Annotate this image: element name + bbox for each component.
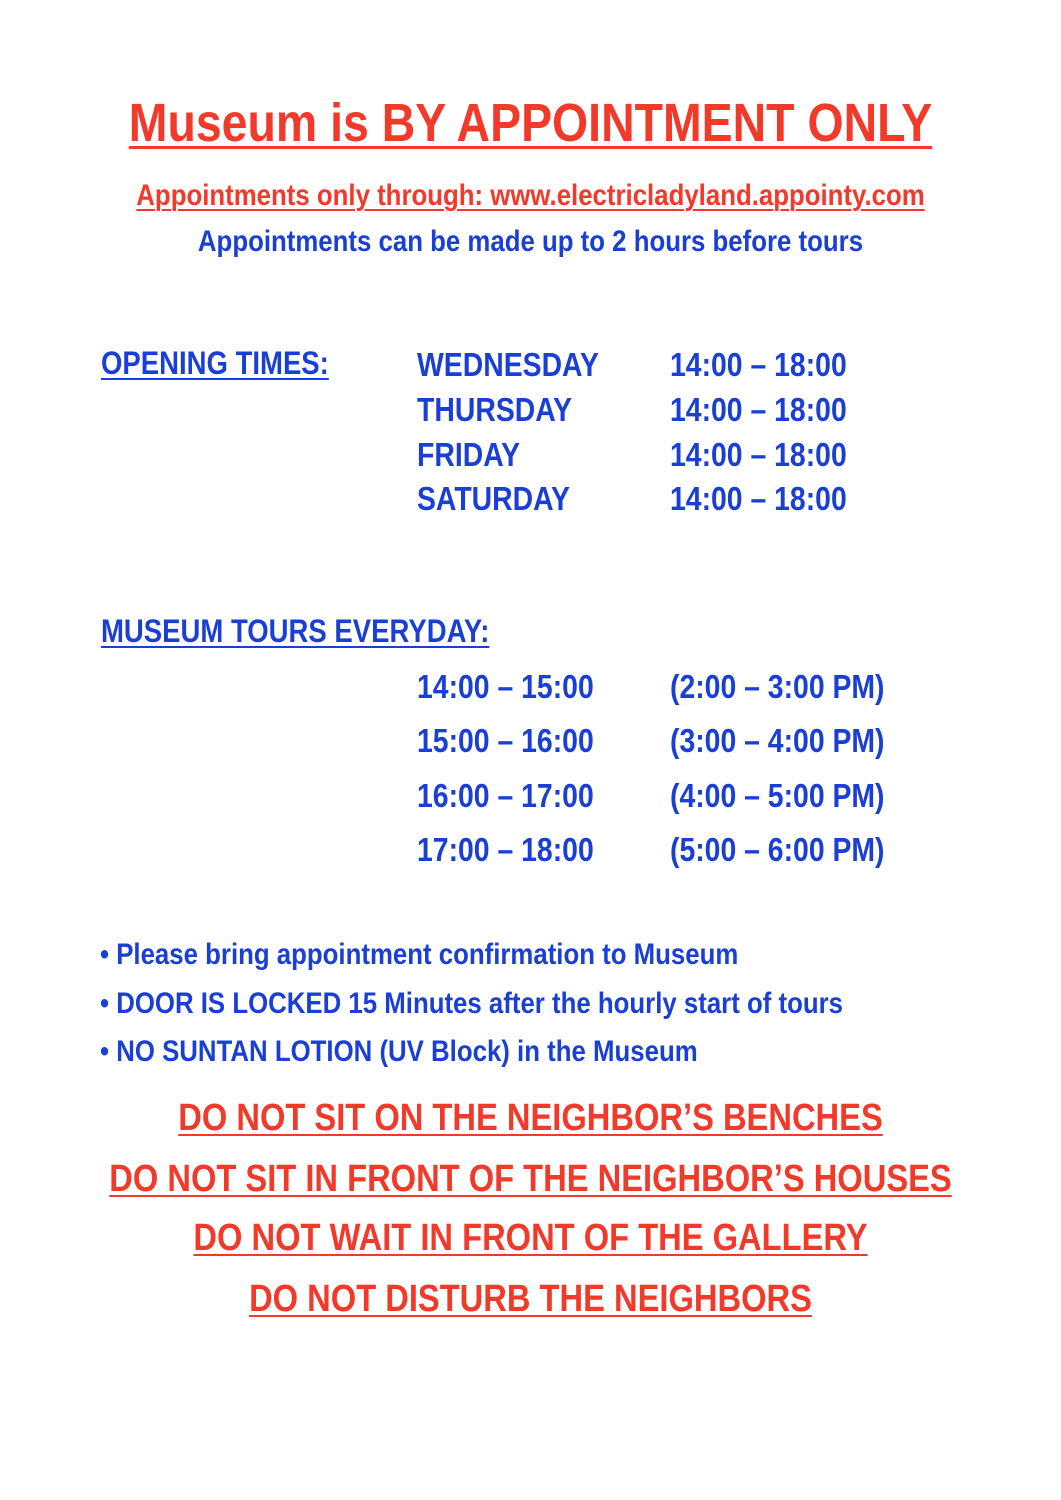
appointments-note-text: Appointments can be made up to 2 hours before tours [197, 225, 864, 258]
note-text: • DOOR IS LOCKED 15 Minutes after the hourly start of tours [100, 987, 843, 1020]
opening-hours-label: 14:00 – 18:00 [670, 391, 847, 428]
page-title [0, 92, 1061, 154]
tour-time-24h: 17:00 – 18:00 [417, 831, 594, 868]
opening-day-friday [417, 436, 537, 474]
tour-time-24h: 15:00 – 16:00 [417, 722, 594, 759]
tour-slot-12h [670, 668, 919, 706]
tour-slot-24h [417, 722, 623, 760]
opening-hours-saturday [670, 480, 876, 518]
opening-day-label: FRIDAY [417, 436, 521, 473]
warning-text: DO NOT SIT IN FRONT OF THE NEIGHBOR’S HOUSES [109, 1158, 952, 1200]
opening-hours-label: 14:00 – 18:00 [670, 480, 847, 517]
tour-time-12h: (5:00 – 6:00 PM) [670, 831, 885, 868]
opening-hours-label: 14:00 – 18:00 [670, 346, 847, 383]
page-title-text: Museum is BY APPOINTMENT ONLY [128, 93, 933, 153]
tour-time-12h: (4:00 – 5:00 PM) [670, 777, 885, 814]
tour-slot-24h [417, 777, 623, 815]
note-text: • Please bring appointment confirmation to Museum [100, 938, 739, 971]
opening-hours-label: 14:00 – 18:00 [670, 436, 847, 473]
opening-hours-thursday [670, 391, 876, 429]
opening-day-label: WEDNESDAY [417, 346, 599, 383]
opening-times-label [101, 345, 366, 382]
warning-disturb [0, 1278, 1061, 1321]
tour-time-24h: 16:00 – 17:00 [417, 777, 594, 814]
opening-day-thursday [417, 391, 597, 429]
appointments-link-line[interactable] [0, 179, 1061, 213]
tour-time-12h: (3:00 – 4:00 PM) [670, 722, 885, 759]
tour-slot-24h [417, 831, 623, 869]
opening-hours-wednesday [670, 346, 876, 384]
warning-text: DO NOT WAIT IN FRONT OF THE GALLERY [193, 1217, 868, 1259]
tour-slot-12h [670, 831, 919, 869]
opening-day-label: THURSDAY [417, 391, 573, 428]
tours-label [101, 613, 553, 650]
tours-label-text: MUSEUM TOURS EVERYDAY: [101, 613, 490, 649]
tour-time-12h: (2:00 – 3:00 PM) [670, 668, 885, 705]
warning-text: DO NOT SIT ON THE NEIGHBOR’S BENCHES [178, 1097, 883, 1139]
opening-day-saturday [417, 480, 595, 518]
warning-text: DO NOT DISTURB THE NEIGHBORS [249, 1278, 812, 1320]
note-confirmation [100, 938, 842, 972]
tour-slot-12h [670, 722, 919, 760]
appointments-note [0, 225, 1061, 259]
tour-time-24h: 14:00 – 15:00 [417, 668, 594, 705]
opening-day-label: SATURDAY [417, 480, 570, 517]
opening-hours-friday [670, 436, 876, 474]
tour-slot-12h [670, 777, 919, 815]
warning-houses [0, 1158, 1061, 1201]
warning-gallery [0, 1217, 1061, 1260]
note-no-suntan-lotion [100, 1035, 795, 1069]
note-text: • NO SUNTAN LOTION (UV Block) in the Museum [100, 1035, 698, 1068]
warning-benches [0, 1097, 1061, 1140]
opening-day-wednesday [417, 346, 629, 384]
note-door-locked [100, 987, 964, 1021]
tour-slot-24h [417, 668, 623, 706]
opening-times-label-text: OPENING TIMES: [101, 345, 329, 381]
appointments-link-text[interactable]: Appointments only through: www.electricladyland.appointy.com [136, 179, 925, 212]
